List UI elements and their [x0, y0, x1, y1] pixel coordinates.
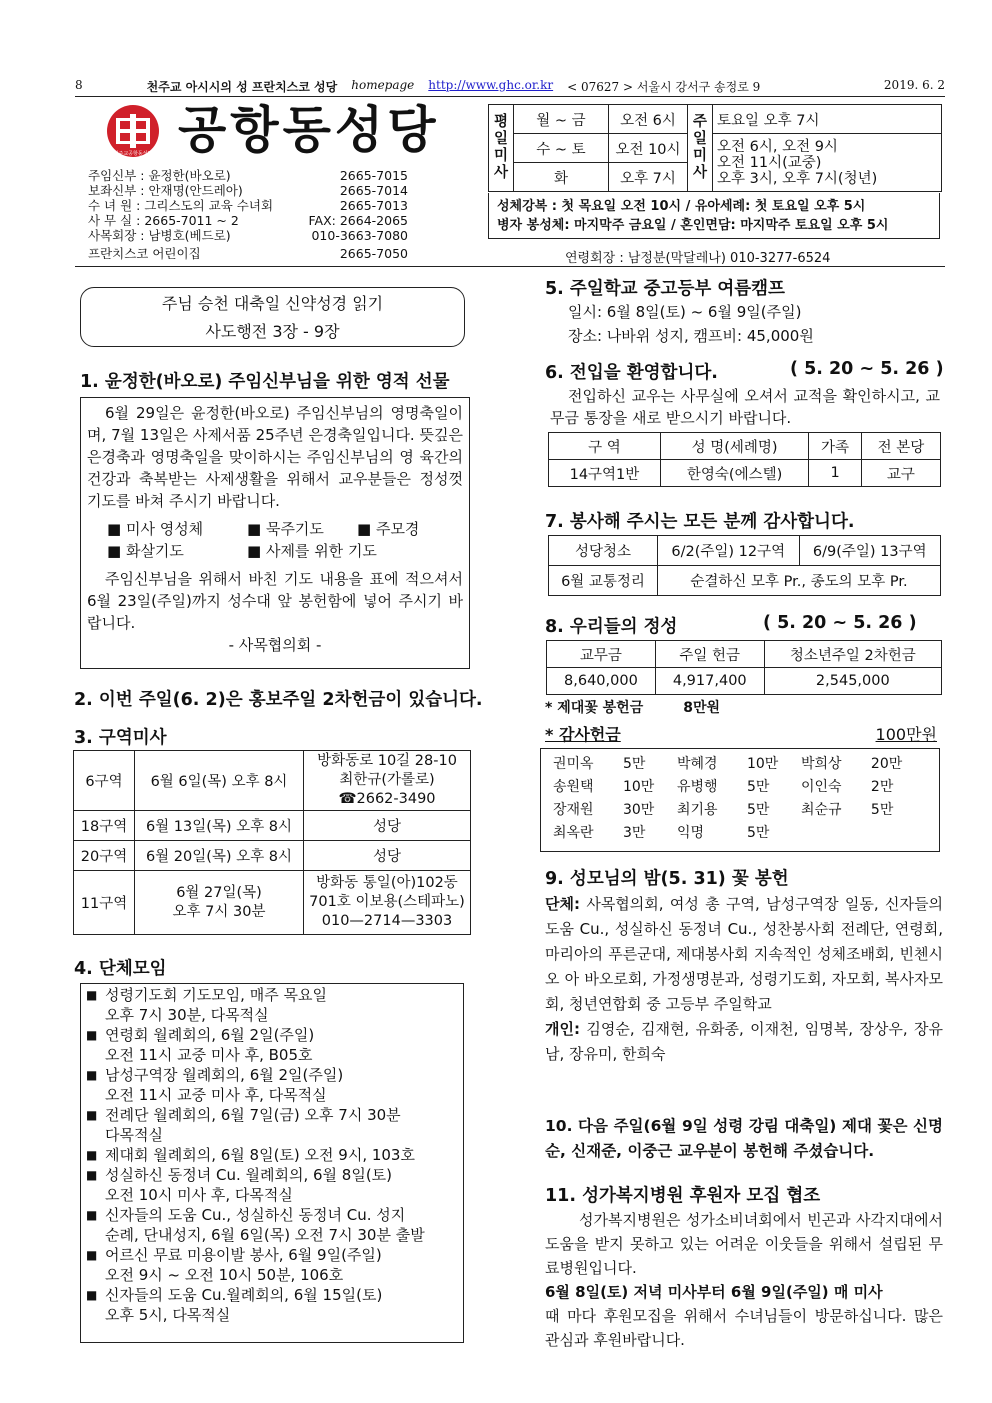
list-item: ■ 연령회 월례회의, 6월 2일(주일) 오전 11시 교중 미사 후, B05호 [83, 1025, 461, 1065]
header-bottom-rule [75, 266, 945, 267]
list-item: ■ 전례단 월례회의, 6월 7일(금) 오후 7시 30분 다목적실 [83, 1105, 461, 1145]
table-row: 14구역1반 한영숙(에스텔) 1 교구 [549, 460, 941, 487]
section-11-text: 성가복지병원은 성가소비녀회에서 빈곤과 사각지대에서 도움을 받지 못하고 있는 어려운 이웃들을 위해서 설립된 무료병원입니다. 6월 8일(토) 저녁 미사부터 6월 9일(주일) 매 미사 때 마다 후원모집을 위해서 수녀님들이 방문하십니다. 많은 관심과 후원바랍니다. [545, 1211, 943, 1349]
table-row: 장재원 30만 최기용 5만 최순규 5만 [553, 802, 894, 818]
table-row: 6구역 6월 6일(목) 오후 8시 방화동로 10길 28-10 최한규(가롤로) ☎2662-3490 [74, 751, 471, 811]
section-8-period: ( 5. 20 ~ 5. 26 ) [763, 613, 917, 633]
section-6-period: ( 5. 20 ~ 5. 26 ) [790, 359, 944, 379]
section-5-title: 5. 주일학교 중고등부 여름캠프 [545, 279, 785, 299]
address: < 07627 > 서울시 강서구 송정로 9 [567, 80, 761, 94]
table-row: 18구역 6월 13일(목) 오후 8시 성당 [74, 811, 471, 841]
table-row: 구 역 성 명(세례명) 가족 전 본당 [549, 433, 941, 460]
section-4-title: 4. 단체모임 [74, 959, 167, 979]
thanks-offering-header: * 감사헌금 100만원 [545, 725, 937, 744]
table-row: 권미옥 5만 박혜경 10만 박희상 20만 [553, 756, 903, 772]
staff-list [88, 168, 408, 261]
section-6-text: 전입하신 교우는 사무실에 오셔서 교적을 확인하시고, 교무금 통장을 새로 받으시기 바랍니다. [550, 387, 940, 427]
flower-offering-list: 단체: 사목협의회, 여성 총 구역, 남성구역장 일동, 신자들의 도움 Cu., 성실하신 동정녀 Cu., 성찬봉사회 전례단, 연령회, 마리아의 푸른군대, 제대봉사회 지속적인 성체조배회, 빈첸시오 아 바오로회, 가정생명분과, 성령기도회, 자모회, 복사자모회, 청년연합회 중 고등부 주일학교 개인: 김영순, 김재현, 유화종, 이재천, 임명복, 장상우, 장유남, 장유미, 한희숙 [545, 895, 943, 1063]
staff-row: 보좌신부 : 안재명(안드레아) 2665-7014 [88, 183, 408, 198]
reading-banner: 주님 승천 대축일 신약성경 읽기 사도행전 3장 - 9장 [80, 287, 465, 347]
table-row: 20구역 6월 20일(목) 오후 8시 성당 [74, 841, 471, 871]
donor-box [540, 748, 940, 852]
prayer-item: ■ 사제를 위한 기도 [247, 542, 377, 560]
parish-logo [106, 104, 160, 158]
zone-mass-table [73, 750, 471, 935]
section-10-text: 10. 다음 주일(6월 9일 성령 강림 대축일) 제대 꽃은 신명순, 신재준, 이중근 교우분이 봉헌해 주셨습니다. [545, 1117, 943, 1160]
altar-flower-offering: * 제대꽃 봉헌금 8만원 [545, 700, 721, 716]
staff-row: 사목회장 : 남병호(베드로) 010-3663-7080 [88, 228, 408, 243]
table-row: 최옥란 3만 익명 5만 [553, 825, 770, 841]
prayer-item: ■ 주모경 [357, 520, 420, 538]
table-row: 송원택 10만 유병행 5만 이인숙 2만 [553, 779, 894, 795]
signature: - 사목협의회 - [228, 636, 322, 654]
weekday-mass-label: 평일미사 [489, 105, 514, 192]
parish-full-name: 천주교 아시시의 성 프란치스코 성당 [146, 80, 338, 94]
homepage-label: homepage [351, 78, 415, 92]
section-11-title: 11. 성가복지병원 후원자 모집 협조 [545, 1186, 821, 1206]
page-title: 공항동성당 [178, 101, 440, 159]
header-rule [75, 96, 945, 97]
section-8-title: 8. 우리들의 정성 [545, 617, 678, 637]
newcomer-table [548, 432, 941, 487]
list-item: ■ 성령기도회 기도모임, 매주 목요일 오후 7시 30분, 다목적실 [83, 985, 461, 1025]
section-9-title: 9. 성모님의 밤(5. 31) 꽃 봉헌 [545, 869, 789, 889]
section-3-title: 3. 구역미사 [74, 728, 167, 748]
page-number: 8 [75, 78, 83, 92]
staff-row: 프란치스코 어린이집 2665-7050 [88, 246, 408, 261]
prayer-item: ■ 묵주기도 [247, 520, 324, 538]
table-row: 8,640,000 4,917,400 2,545,000 [547, 668, 942, 695]
section-1-box: 6월 29일은 윤정한(바오로) 주임신부님의 영명축일이며, 7월 13일은 사제서품 25주년 은경축일입니다. 뜻깊은 은경축과 영명축일을 맞이하시는 주임신부님의 영 육간의 건강과 축복받는 사제생활을 위해서 교우분들은 정성껏 기도를 바쳐 주시기 바랍니다. ■ 미사 영성체 ■ 묵주기도 ■ 주모경 ■ 화살기도 ■ 사제를 위한 기도 주임신부님을 위해서 바친 기도 내용을 표에 적으셔서 6월 23일(주일)까지 성수대 앞 봉헌함에 넣어 주시기 바랍니다. - 사목협의회 - [80, 397, 470, 669]
header-line [75, 78, 945, 95]
funeral-rep: 연령회장 : 남정분(막달레나) 010-3277-6524 [565, 251, 831, 266]
group-meetings-box [80, 983, 464, 1343]
table-row: 교무금 주일 헌금 청소년주일 2차헌금 [547, 641, 942, 668]
sunday-mass-label: 주일미사 [688, 105, 713, 192]
list-item: ■ 어르신 무료 미용이발 봉사, 6월 9일(주일) 오전 9시 ~ 오전 10시 50분, 106호 [83, 1245, 461, 1285]
staff-row: 주임신부 : 윤정한(바오로) 2665-7015 [88, 168, 408, 183]
section-2-title: 2. 이번 주일(6. 2)은 홍보주일 2차헌금이 있습니다. [74, 690, 483, 710]
prayer-item: ■ 화살기도 [107, 542, 184, 560]
table-row: 6월 교통정리 순결하신 모후 Pr., 종도의 모후 Pr. [549, 566, 941, 596]
section-7-title: 7. 봉사해 주시는 모든 분께 감사합니다. [545, 512, 855, 532]
staff-row: 사 무 실 : 2665-7011 ~ 2 FAX: 2664-2065 [88, 213, 408, 228]
sacrament-info: 성체강복 : 첫 목요일 오전 10시 / 유아세례: 첫 토요일 오후 5시 병자 봉성체: 마지막주 금요일 / 혼인면담: 마지막주 토요일 오후 5시 [488, 193, 940, 239]
list-item: ■ 신자들의 도움 Cu., 성실하신 동정녀 Cu. 성지 순례, 단내성지, 6월 6일(목) 오전 7시 30분 출발 [83, 1205, 461, 1245]
section-6-title: 6. 전입을 환영합니다. [545, 363, 718, 383]
list-item: ■ 제대회 월례회의, 6월 8일(토) 오전 9시, 103호 [83, 1145, 461, 1165]
camp-info: 일시: 6월 8일(토) ~ 6월 9일(주일) 장소: 나바위 성지, 캠프비: 45,000원 [568, 303, 814, 345]
table-row: 성당청소 6/2(주일) 12구역 6/9(주일) 13구역 [549, 536, 941, 566]
list-item: ■ 남성구역장 월례회의, 6월 2일(주일) 오전 11시 교중 미사 후, 다목적실 [83, 1065, 461, 1105]
mass-schedule-table: 평일미사 월 ~ 금 오전 6시 주일미사 토요일 오후 7시 수 ~ 토 오전 10시 오전 6시, 오전 9시 오전 11시(교중) 오후 3시, 오후 7시(청년) 화 오후 7시 [488, 104, 942, 192]
offering-table [546, 640, 942, 695]
issue-date: 2019. 6. 2 [883, 78, 945, 92]
staff-row: 수 녀 원 : 그리스도의 교육 수녀회 2665-7013 [88, 198, 408, 213]
list-item: ■ 신자들의 도움 Cu.월례회의, 6월 15일(토) 오후 5시, 다목적실 [83, 1285, 461, 1325]
section-1-title: 1. 윤정한(바오로) 주임신부님을 위한 영적 선물 [80, 372, 450, 392]
homepage-link[interactable]: http://www.ghc.or.kr [428, 78, 554, 92]
table-row: 11구역 6월 27일(목) 오후 7시 30분 방화동 통일(아)102동 701호 이보용(스테파노) 010—2714—3303 [74, 871, 471, 935]
logo-text: 천주교공항동성당 [113, 151, 153, 157]
prayer-item: ■ 미사 영성체 [107, 520, 204, 538]
volunteer-table [548, 535, 941, 596]
list-item: ■ 성실하신 동정녀 Cu. 월례회의, 6월 8일(토) 오전 10시 미사 후, 다목적실 [83, 1165, 461, 1205]
donor-table [553, 753, 925, 845]
